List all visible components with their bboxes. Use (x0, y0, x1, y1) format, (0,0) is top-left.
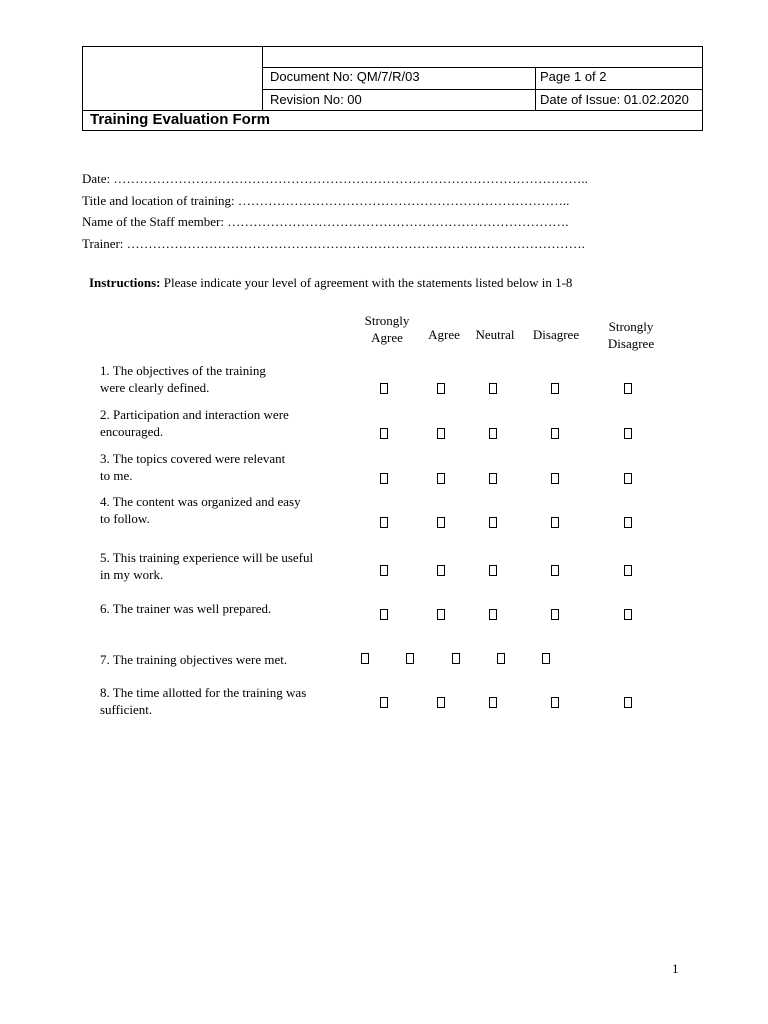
rating-checkbox-4-strongly-agree[interactable] (380, 517, 388, 528)
document-header-table (82, 46, 703, 131)
rating-checkbox-8-neutral[interactable] (489, 697, 497, 708)
revision-number: Revision No: 00 (270, 92, 362, 107)
statement-5: 5. This training experience will be useful in my work. (100, 550, 314, 582)
rating-checkbox-7-strongly-agree[interactable] (361, 653, 369, 664)
rating-checkbox-7-agree[interactable] (406, 653, 414, 664)
rating-checkbox-6-strongly-agree[interactable] (380, 609, 388, 620)
statement-1: 1. The objectives of the training were clearly defined. (100, 363, 266, 395)
rating-checkbox-2-strongly-disagree[interactable] (624, 428, 632, 439)
rating-checkbox-1-agree[interactable] (437, 383, 445, 394)
rating-checkbox-5-agree[interactable] (437, 565, 445, 576)
page-number: 1 (672, 961, 679, 976)
statement-7: 7. The training objectives were met. (100, 652, 288, 667)
rating-checkbox-2-agree[interactable] (437, 428, 445, 439)
rating-checkbox-3-agree[interactable] (437, 473, 445, 484)
trainer-field[interactable]: Trainer: ……………………………………………………………………………………………. (82, 236, 585, 251)
col-neutral: Neutral (475, 327, 515, 342)
date-of-issue: Date of Issue: 01.02.2020 (540, 92, 689, 107)
statement-4: 4. The content was organized and easy to follow. (100, 494, 301, 526)
staff-name-field[interactable]: Name of the Staff member: ……………………………………………………………………. (82, 214, 569, 229)
rating-checkbox-6-disagree[interactable] (551, 609, 559, 620)
rating-checkbox-5-disagree[interactable] (551, 565, 559, 576)
statement-6: 6. The trainer was well prepared. (100, 601, 272, 616)
rating-checkbox-4-agree[interactable] (437, 517, 445, 528)
statement-2: 2. Participation and interaction were encouraged. (100, 407, 289, 439)
rating-checkbox-6-strongly-disagree[interactable] (624, 609, 632, 620)
rating-checkbox-7-strongly-disagree[interactable] (542, 653, 550, 664)
rating-checkbox-1-strongly-disagree[interactable] (624, 383, 632, 394)
rating-checkbox-1-strongly-agree[interactable] (380, 383, 388, 394)
rating-checkbox-4-disagree[interactable] (551, 517, 559, 528)
header-divider (262, 89, 703, 90)
training-title-field[interactable]: Title and location of training: ………………………………………………………………….. (82, 193, 570, 208)
page-count: Page 1 of 2 (540, 69, 607, 84)
rating-checkbox-6-agree[interactable] (437, 609, 445, 620)
rating-checkbox-2-neutral[interactable] (489, 428, 497, 439)
rating-checkbox-1-disagree[interactable] (551, 383, 559, 394)
rating-checkbox-4-strongly-disagree[interactable] (624, 517, 632, 528)
rating-checkbox-3-strongly-disagree[interactable] (624, 473, 632, 484)
rating-checkbox-2-disagree[interactable] (551, 428, 559, 439)
rating-checkbox-5-strongly-agree[interactable] (380, 565, 388, 576)
rating-checkbox-7-disagree[interactable] (497, 653, 505, 664)
rating-checkbox-4-neutral[interactable] (489, 517, 497, 528)
rating-checkbox-8-disagree[interactable] (551, 697, 559, 708)
rating-checkbox-3-disagree[interactable] (551, 473, 559, 484)
col-strongly-disagree: Strongly Disagree (607, 319, 655, 351)
form-title: Training Evaluation Form (90, 111, 271, 128)
header-divider (262, 47, 263, 111)
header-divider (262, 67, 703, 68)
instructions-text: Please indicate your level of agreement with the statements listed below in 1-8 (160, 275, 573, 290)
rating-checkbox-5-neutral[interactable] (489, 565, 497, 576)
rating-checkbox-3-strongly-agree[interactable] (380, 473, 388, 484)
rating-checkbox-5-strongly-disagree[interactable] (624, 565, 632, 576)
rating-checkbox-1-neutral[interactable] (489, 383, 497, 394)
col-agree: Agree (428, 327, 460, 342)
statement-3: 3. The topics covered were relevant to me. (100, 451, 286, 483)
col-strongly-agree: Strongly Agree (364, 313, 410, 345)
rating-checkbox-6-neutral[interactable] (489, 609, 497, 620)
rating-checkbox-8-strongly-disagree[interactable] (624, 697, 632, 708)
rating-checkbox-8-strongly-agree[interactable] (380, 697, 388, 708)
rating-checkbox-2-strongly-agree[interactable] (380, 428, 388, 439)
instructions (89, 275, 572, 291)
instructions-label: Instructions: (89, 275, 161, 290)
date-field[interactable]: Date: ……………………………………………………………………………………………….. (82, 171, 588, 186)
rating-checkbox-7-neutral[interactable] (452, 653, 460, 664)
document-number: Document No: QM/7/R/03 (270, 69, 420, 84)
statement-8: 8. The time allotted for the training was sufficient. (100, 685, 307, 717)
rating-checkbox-3-neutral[interactable] (489, 473, 497, 484)
rating-checkbox-8-agree[interactable] (437, 697, 445, 708)
col-disagree: Disagree (532, 327, 580, 342)
